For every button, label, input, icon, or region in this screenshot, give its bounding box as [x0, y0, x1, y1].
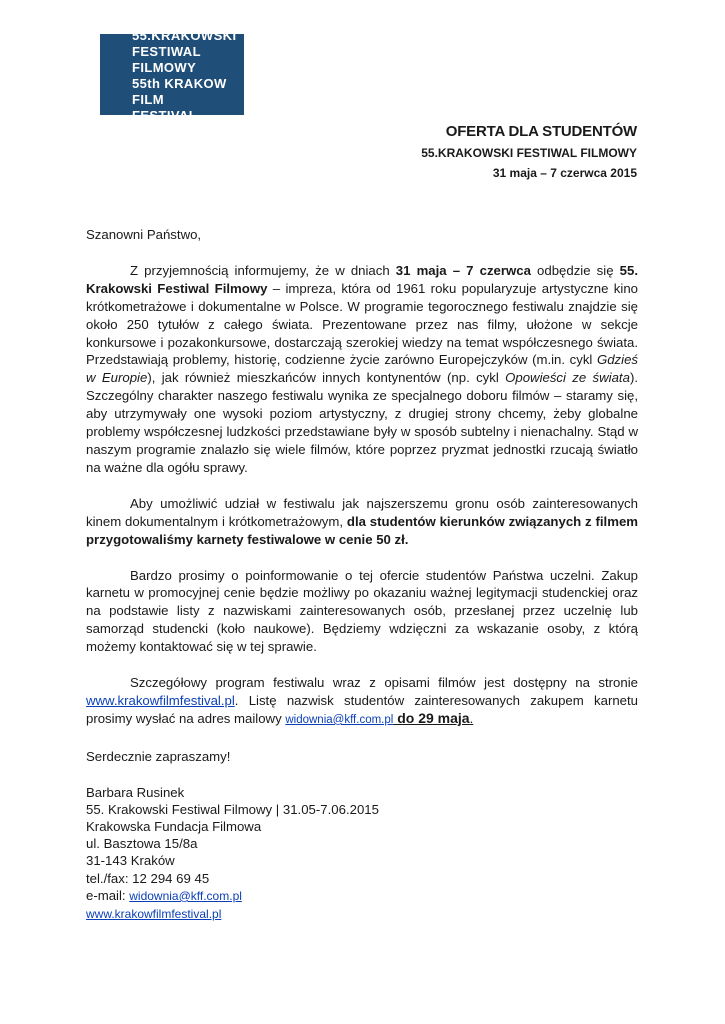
festival-logo [100, 28, 244, 123]
paragraph-offer: Aby umożliwić udział w festiwalu jak najszerszemu gronu osób zainteresowanych kinem dokumentalnym i krótkometrażowym, dla studentów kierunków związanych z filmem przygotowaliśmy karnety festiwalowe w cenie 50 zł. [86, 495, 639, 547]
logo-line: FESTIVAL [132, 108, 198, 123]
letter-body [86, 226, 638, 923]
festival-name-bold: 55. Krakowski Festiwal Filmowy [86, 262, 638, 296]
paragraph-request: Bardzo prosimy o poinformowanie o tej ofercie studentów Państwa uczelni. Zakup karnetu w promocyjnej cenie będzie możliwy po okazaniu ważnej legitymacji studenckiej oraz na podstawie listy z nazwiskami zainteresowanych osób, przesłanej przez uczelnię lub samorząd studencki (koło naukowe). Będziemy wdzięczni za wskazanie osoby, z którą możemy kontaktować się w tej sprawie. [86, 567, 638, 655]
signature-street: ul. Basztowa 15/8a [86, 836, 198, 852]
signature-website-line [86, 905, 638, 923]
signature-email-link[interactable]: widownia@kff.com.pl [129, 888, 242, 903]
paragraph-intro: Z przyjemnością informujemy, że w dniach 31 maja – 7 czerwca odbędzie się 55. Krakowski Festiwal Filmowy – impreza, która od 1961 roku popularyzuje artystyczne kino krótkometrażowe i dokumentalne w Polsce. W programie tegorocznego festiwalu znajdzie się około 250 tytułów z całego świata. Prezentowane przez nas filmy, ułożone w sekcje konkursowe i pozakonkursowe, dostarczają szerokiej wiedzy na temat współczesnego świata. Przedstawiają problemy, historię, codzienne życie zarówno Europejczyków (m.in. cykl Gdzieś w Europie), jak również mieszkańców innych kontynentów (np. cykl Opowieści ze świata). Szczególny charakter naszego festiwalu wynika ze specjalnego doboru filmów – staramy się, aby utrzymywały one wysoki poziom artystyczny, z drugiej strony chcemy, żeby globalne problemy współczesnej ludzkości przedstawiane były w sposób subtelny i nienachalny. Stąd w naszym programie znalazło się wiele filmów, które poprzez pryzmat jednostki rzucają światło na ważne dla ogółu sprawy. [86, 262, 638, 475]
signature-foundation: Krakowska Fundacja Filmowa [86, 819, 262, 835]
logo-line: FILM [132, 92, 164, 107]
document-header [421, 121, 637, 183]
deadline-bold: do 29 maja [393, 709, 470, 726]
series-europe: Gdzieś w Europie [86, 352, 638, 386]
signature-block [86, 784, 638, 924]
logo-line: FESTIWAL [132, 44, 201, 59]
series-world: Opowieści ze świata [505, 370, 630, 386]
signature-city: 31-143 Kraków [86, 853, 175, 869]
website-link[interactable]: www.krakowfilmfestival.pl [86, 692, 235, 708]
signature-email-line: e-mail: widownia@kff.com.pl [86, 887, 242, 903]
logo-line: 55th KRAKOW [132, 76, 227, 91]
signature-phone: tel./fax: 12 294 69 45 [86, 870, 210, 886]
signature-name: Barbara Rusinek [86, 784, 185, 800]
logo-line: 55.KRAKOWSKI [132, 28, 237, 43]
greeting: Szanowni Państwo, [86, 227, 202, 242]
logo-line: FILMOWY [132, 60, 197, 75]
signature-org: 55. Krakowski Festiwal Filmowy | 31.05-7.06.2015 [86, 801, 379, 817]
email-link[interactable]: widownia@kff.com.pl [285, 713, 394, 726]
festival-dates: 31 maja – 7 czerwca 2015 [492, 166, 637, 180]
paragraph-program: Szczegółowy program festiwalu wraz z opisami filmów jest dostępny na stronie www.krakowfilmfestival.pl. Listę nazwisk studentów zainteresowanych zakupem karnetu prosimy wysłać na adres mailowy widownia@kff.com.pl do 29 maja. [86, 675, 638, 726]
offer-bold: dla studentów kierunków związanych z filmem przygotowaliśmy karnety festiwalowe w cenie 50 zł. [86, 513, 639, 547]
document-subtitle: 55.KRAKOWSKI FESTIWAL FILMOWY [421, 146, 637, 160]
closing-line: Serdecznie zapraszamy! [86, 748, 231, 764]
document-title: OFERTA DLA STUDENTÓW [445, 123, 637, 140]
logo-text [132, 28, 236, 124]
signature-website-link[interactable]: www.krakowfilmfestival.pl [86, 907, 222, 922]
festival-dates-bold: 31 maja – 7 czerwca [395, 262, 531, 278]
